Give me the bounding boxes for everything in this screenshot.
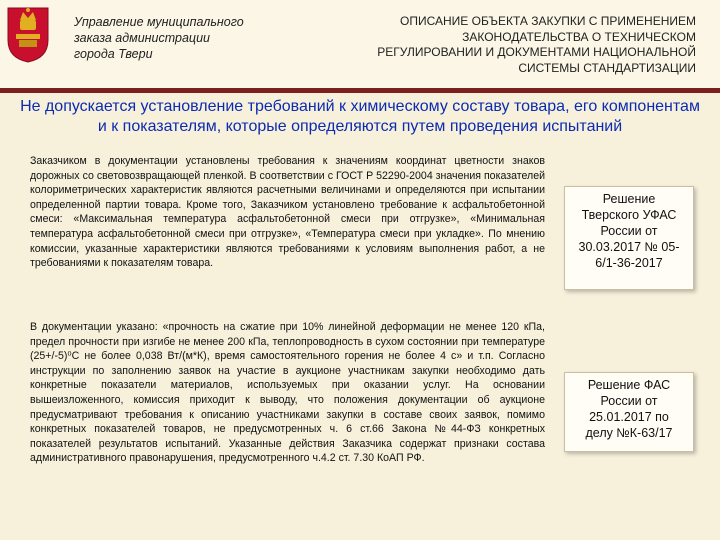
- decision-line: 30.03.2017 № 05-: [578, 240, 680, 254]
- title-line: ЗАКОНОДАТЕЛЬСТВА О ТЕХНИЧЕСКОМ: [462, 29, 696, 44]
- organization-name: [74, 14, 244, 62]
- title-line: СИСТЕМЫ СТАНДАРТИЗАЦИИ: [518, 60, 696, 75]
- header-divider: [0, 88, 720, 93]
- decision-line: Решение: [602, 192, 656, 206]
- org-line: Управление муниципального: [74, 15, 244, 29]
- decision-box-fas: [564, 372, 694, 452]
- org-line: города Твери: [74, 47, 153, 61]
- decision-line: 6/1-36-2017: [595, 256, 663, 270]
- paragraph-test-results: В документации указано: «прочность на сжатие при 10% линейной деформации не менее 120 кПа, предел прочности при изгибе не менее 200 кПа, теплопроводность в сухом состоянии при температуре (25+/-5)⁰С не более 0,038 Вт/(м*К), время самостоятельного горения не более 4 с» и т.п. Согласно инструкции по заполнению заявок на участие в аукционе участникам закупки необходимо дать конкретные показатели материалов, используемых при оказании услуг. На основании вышеизложенного, комиссия приходит к выводу, что положения документации об аукционе предусматривают требования к описанию участниками закупки в составе своих заявок, помимо конкретных показателей товаров, не предусмотренных ч. 6 ст.66 Закона №44-ФЗ конкретных показателей результатов испытаний. Указанные действия Заказчика содержат признаки состава административного правонарушения, предусмотренного ч.4.2 ст. 7.30 КоАП РФ.: [30, 321, 545, 465]
- headline: Не допускается установление требований к химическому составу товара, его компонентам и к показателям, которые определяются путем проведения испытаний: [20, 98, 700, 135]
- decision-line: Тверского УФАС: [581, 208, 677, 222]
- decision-line: России от: [600, 394, 658, 408]
- title-line: РЕГУЛИРОВАНИИ И ДОКУМЕНТАМИ НАЦИОНАЛЬНОЙ: [377, 45, 696, 59]
- decision-line: России от: [600, 224, 658, 238]
- header: [0, 0, 720, 88]
- decision-line: 25.01.2017 по: [589, 410, 669, 424]
- title-line: ОПИСАНИЕ ОБЪЕКТА ЗАКУПКИ С ПРИМЕНЕНИЕМ: [400, 14, 696, 28]
- decision-box-tver-ufas: [564, 186, 694, 290]
- tver-coat-of-arms-icon: [6, 4, 50, 64]
- decision-line: Решение ФАС: [587, 378, 671, 392]
- paragraph-color-coordinates: Заказчиком в документации установлены требования к значениям координат цветности знаков дорожных со световозвращающей пленкой. В соответствии с ГОСТ Р 52290-2004 значения показателей колориметрических характеристик являются расчетными величинами и определяются при испытании определенной партии товара. Кроме того, Заказчиком установлено требование к асфальтобетонной смеси: «Максимальная температура асфальтобетонной смеси при отгрузке», «Минимальная температура асфальтобетонной смеси при отгрузке», «Температура смеси при укладке». По мнению комиссии, указанные характеристики являются требованиями к условиям выполнения работ, а не требованиями к показателям товара.: [30, 155, 545, 270]
- decision-line: делу №К-63/17: [585, 426, 673, 440]
- slide-title: [276, 14, 696, 76]
- org-line: заказа администрации: [74, 31, 210, 45]
